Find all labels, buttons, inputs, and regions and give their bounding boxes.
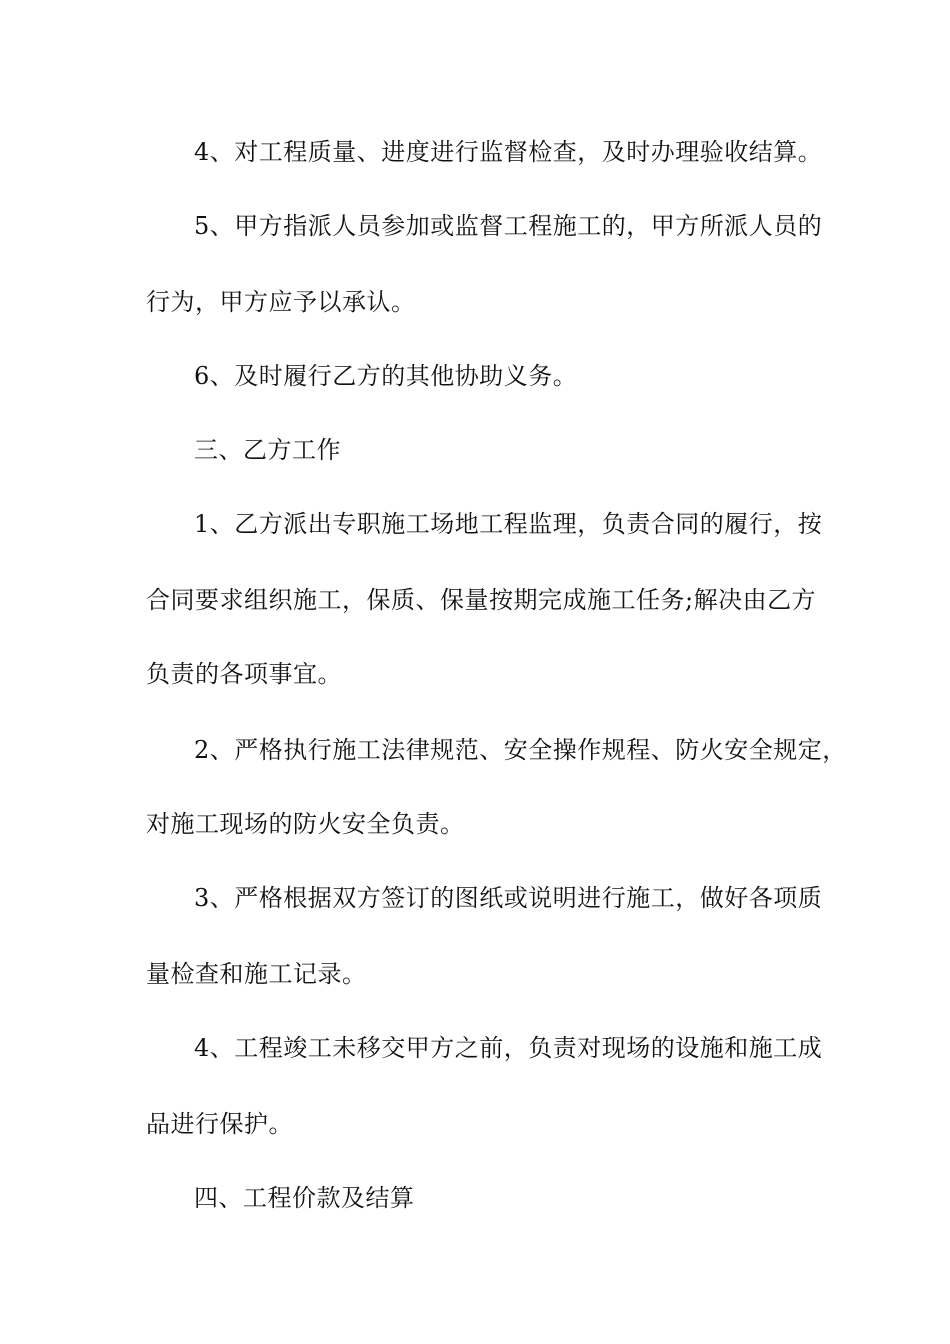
paragraph-line: 4、工程竣工未移交甲方之前，负责对现场的设施和施工成	[194, 1034, 823, 1062]
paragraph-line: 对施工现场的防火安全负责。	[146, 810, 465, 838]
paragraph-line: 4、对工程质量、进度进行监督检查，及时办理验收结算。	[194, 138, 823, 166]
paragraph-line: 5、甲方指派人员参加或监督工程施工的，甲方所派人员的	[194, 212, 823, 240]
paragraph-line: 量检查和施工记录。	[146, 960, 367, 988]
paragraph-line: 2、严格执行施工法律规范、安全操作规程、防火安全规定，	[194, 736, 847, 764]
paragraph-line: 负责的各项事宜。	[146, 660, 342, 688]
paragraph-line: 6、及时履行乙方的其他协助义务。	[194, 362, 578, 390]
paragraph-line: 3、严格根据双方签订的图纸或说明进行施工，做好各项质	[194, 884, 823, 912]
section-heading: 四、工程价款及结算	[194, 1184, 415, 1212]
paragraph-line: 品进行保护。	[146, 1110, 293, 1138]
paragraph-line: 1、乙方派出专职施工场地工程监理，负责合同的履行，按	[194, 510, 823, 538]
paragraph-line: 行为，甲方应予以承认。	[146, 288, 416, 316]
section-heading: 三、乙方工作	[194, 436, 341, 464]
paragraph-line: 合同要求组织施工，保质、保量按期完成施工任务;解决由乙方	[146, 586, 817, 614]
